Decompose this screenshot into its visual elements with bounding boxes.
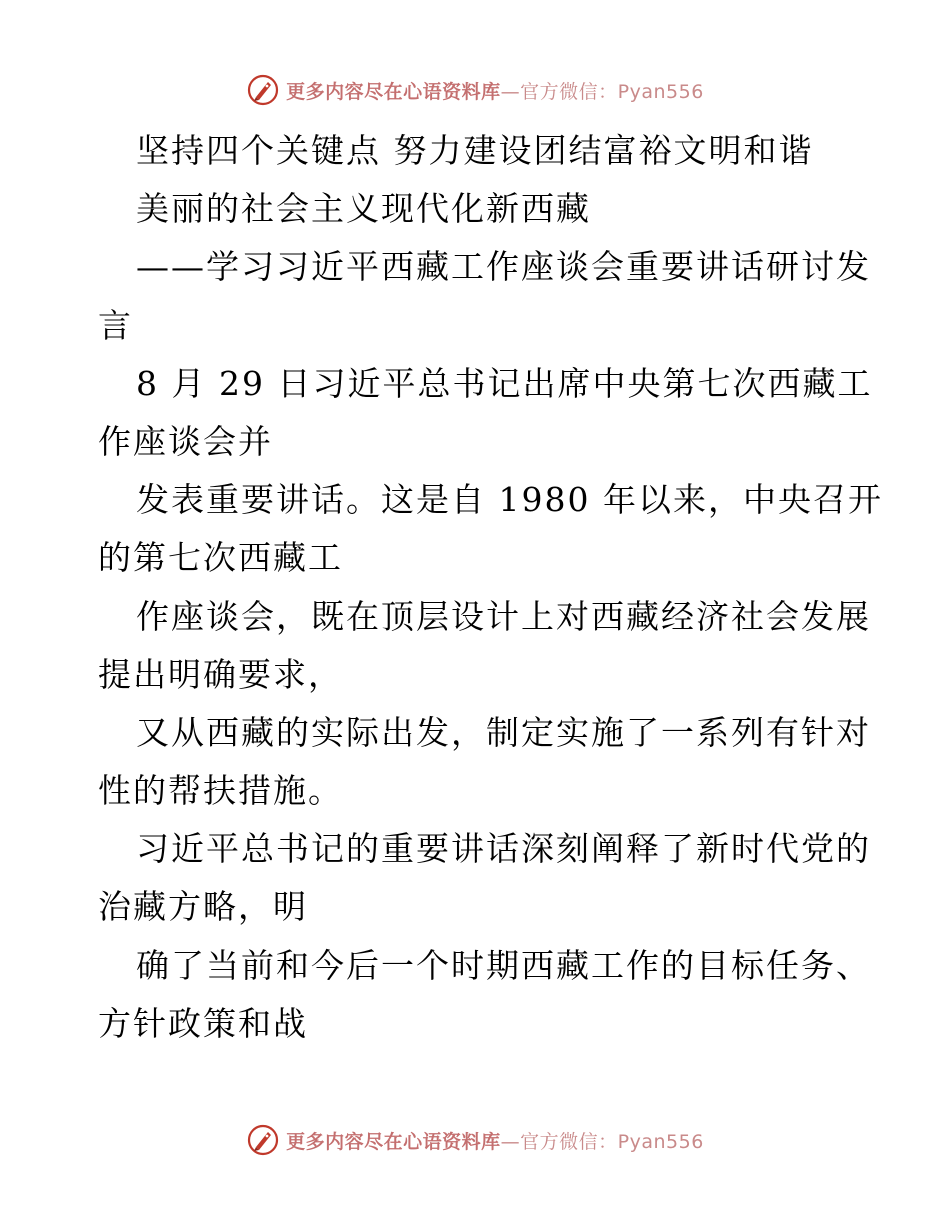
header-banner-wechat: —官方微信：Pyan556 bbox=[500, 80, 704, 103]
pen-nib-logo-icon bbox=[246, 73, 280, 107]
header-banner-text bbox=[286, 77, 704, 104]
document-line: 提出明确要求， bbox=[98, 654, 343, 694]
document-line: 美丽的社会主义现代化新西藏 bbox=[136, 189, 591, 229]
document-line: 治藏方略，明 bbox=[98, 887, 308, 927]
document-line: 习近平总书记的重要讲话深刻阐释了新时代党的 bbox=[136, 829, 871, 869]
document-line: 坚持四个关键点 努力建设团结富裕文明和谐 bbox=[136, 131, 814, 170]
footer-banner-text bbox=[286, 1127, 704, 1154]
document-line: 的第七次西藏工 bbox=[98, 538, 343, 578]
pen-nib-logo-icon bbox=[246, 1123, 280, 1157]
document-line: ——学习习近平西藏工作座谈会重要讲话研讨发 bbox=[136, 247, 871, 287]
document-line: 作座谈会并 bbox=[98, 421, 273, 461]
footer-banner-brand: 更多内容尽在心语资料库 bbox=[286, 1130, 501, 1153]
header-banner-brand: 更多内容尽在心语资料库 bbox=[286, 80, 501, 103]
document-line: 发表重要讲话。这是自 1980 年以来，中央召开 bbox=[136, 480, 883, 520]
document-line: 确了当前和今后一个时期西藏工作的目标任务、 bbox=[136, 945, 871, 985]
document-line: 性的帮扶措施。 bbox=[98, 771, 343, 811]
document-line: 方针政策和战 bbox=[98, 1003, 308, 1043]
header-banner bbox=[0, 72, 950, 108]
document-line: 又从西藏的实际出发，制定实施了一系列有针对 bbox=[136, 712, 871, 752]
document-line: 8 月 29 日习近平总书记出席中央第七次西藏工 bbox=[136, 363, 873, 403]
document-line: 言 bbox=[98, 305, 133, 345]
footer-banner-wechat: —官方微信：Pyan556 bbox=[500, 1130, 704, 1153]
footer-banner bbox=[0, 1122, 950, 1158]
document-line: 作座谈会，既在顶层设计上对西藏经济社会发展 bbox=[136, 596, 871, 636]
document-body bbox=[98, 122, 883, 1053]
